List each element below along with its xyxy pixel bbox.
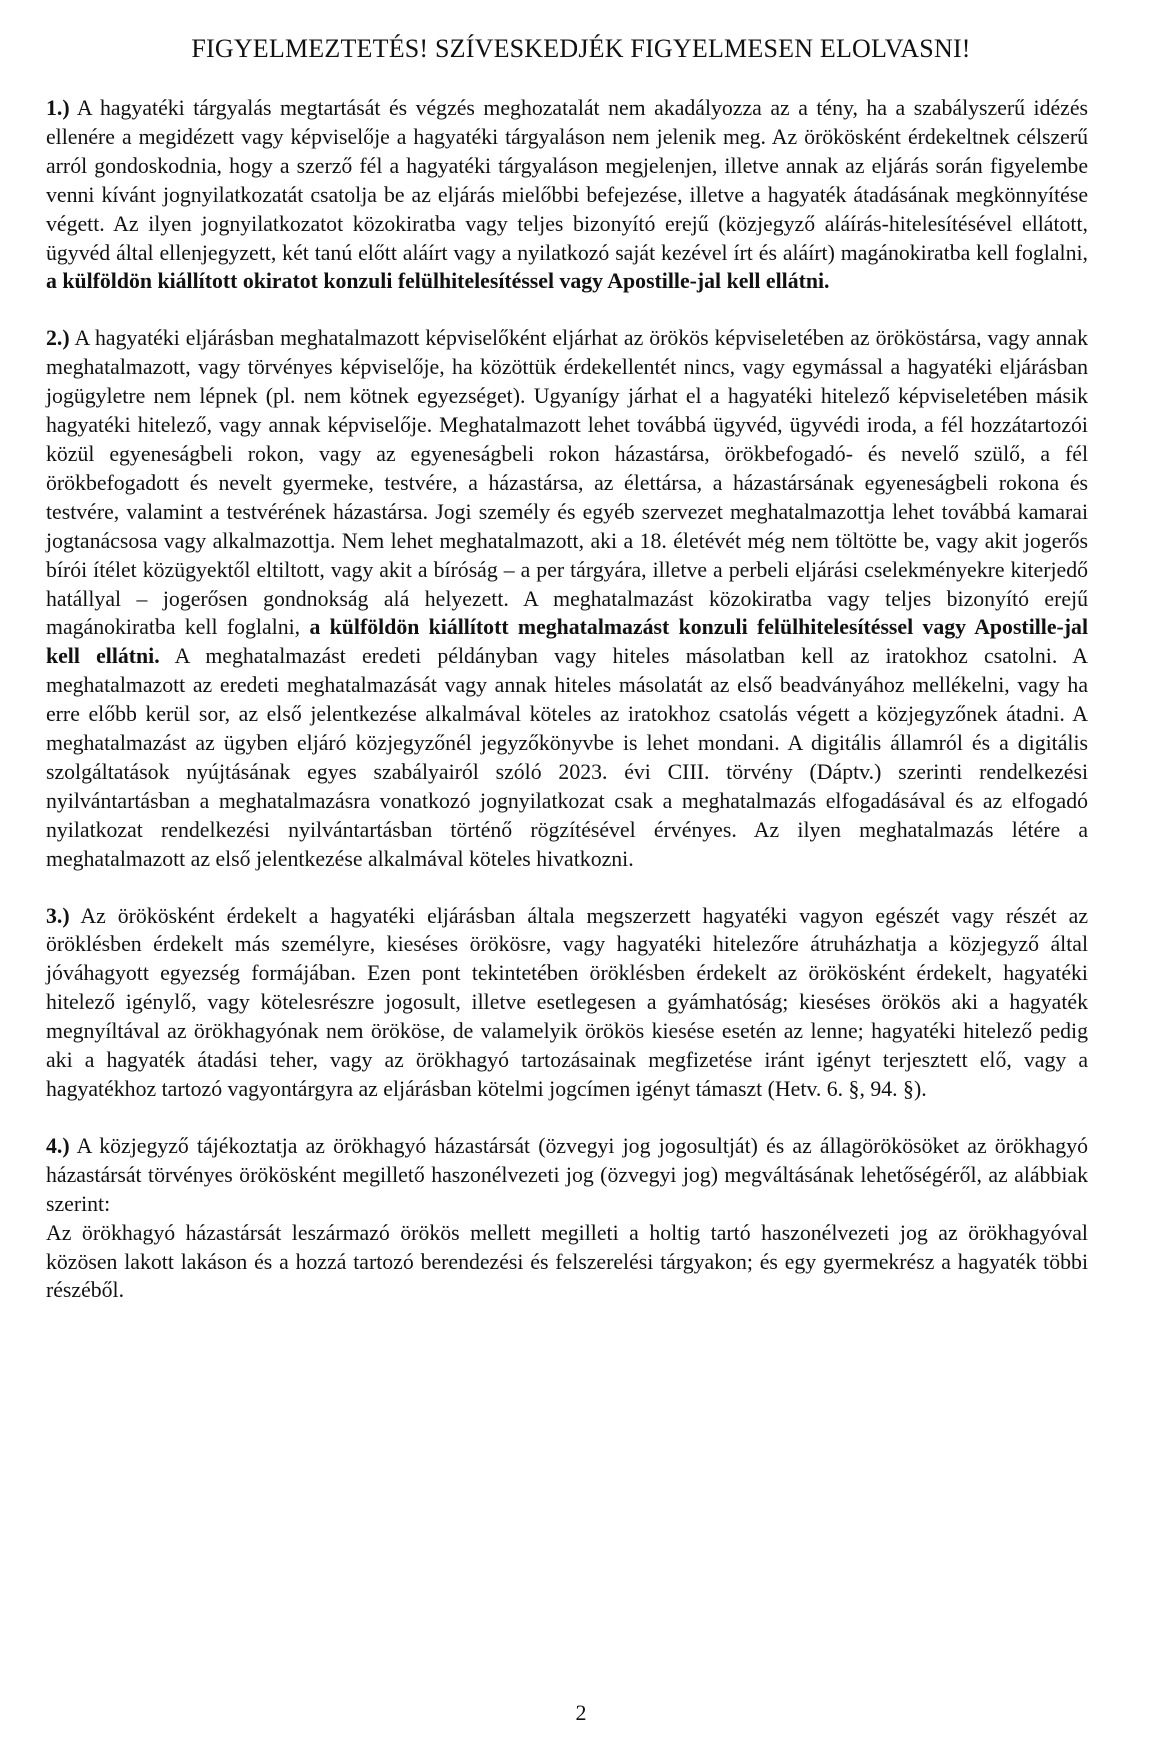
- section-number: 3.): [46, 903, 70, 928]
- section-bold-notice: a külföldön kiállított okiratot konzuli felülhitelesítéssel vagy Apostille-jal kell ellátni.: [46, 269, 830, 294]
- section-text-after: A meghatalmazást eredeti példányban vagy hiteles másolatban kell az iratokhoz csatolni. A meghatalmazott az eredeti meghatalmazását vagy annak hiteles másolatát az első beadványához mellékelni, vagy ha erre előbb kerül sor, az első jelentkezése alkalmával köteles az iratokhoz csatolás végett a közjegyzőnek átadni. A meghatalmazást az ügyben eljáró közjegyzőnél jegyzőkönyvbe is lehet mondani. A digitális államról és a digitális szolgáltatások nyújtásának egyes szabályairól szóló 2023. évi CIII. törvény (Dáptv.) szerinti rendelkezési nyilvántartásban a meghatalmazásra vonatkozó jognyilatkozat csak a meghatalmazás elfogadásával és az elfogadó nyilatkozat rendelkezési nyilvántartásban történő rögzítésével érvényes. Az ilyen meghatalmazás létére a meghatalmazott az első jelentkezése alkalmával köteles hivatkozni.: [46, 644, 1089, 871]
- document-body: [46, 94, 1088, 1305]
- section-3: [46, 902, 1088, 1104]
- section-bold-notice: a külföldön kiállított meghatalmazást konzuli felülhitelesítéssel vagy Apostille-jal kell ellátni.: [46, 615, 1089, 669]
- page-title: FIGYELMEZTETÉS! SZÍVESKEDJÉK FIGYELMESEN ELOLVASNI!: [191, 34, 971, 63]
- section-4: [46, 1132, 1088, 1219]
- section-text: Az örökösként érdekelt a hagyatéki eljárásban általa megszerzett hagyatéki vagyon egészét vagy részét az öröklésben érdekelt más személyre, kieséses örökösre, vagy hagyatéki hitelezőre átruházhatja a közjegyző által jóváhagyott egyezség formájában. Ezen pont tekintetében öröklésben érdekelt az örökösként érdekelt, hagyatéki hitelező igénylő, vagy kötelesrészre jogosult, illetve esetlegesen a gyámhatóság; kieséses örökös aki a hagyaték megnyíltával az örökhagyónak nem örököse, de valamelyik örökös kiesése esetén az lenne; hagyatéki hitelező pedig aki a hagyaték átadási teher, vagy az örökhagyó tartozásainak megfizetése iránt igényt terjesztett elő, vagy a hagyatékhoz tartozó vagyontárgyra az eljárásban kötelmi jogcímen igényt támaszt (Hetv. 6. §, 94. §).: [46, 903, 1088, 1101]
- section-number: 1.): [46, 96, 70, 120]
- section-4-continuation: Az örökhagyó házastársát leszármazó örökös mellett megilleti a holtig tartó haszonélvezeti jog az örökhagyóval közösen lakott lakáson és a hozzá tartozó berendezési és felszerelési tárgyakon; és egy gyermekrész a hagyaték többi részéből.: [46, 1220, 1088, 1303]
- page-number: 2: [575, 1700, 587, 1725]
- section-text: A hagyatéki tárgyalás megtartását és végzés meghozatalát nem akadályozza az a tény, ha a szabályszerű idézés ellenére a megidézett vagy képviselője a hagyatéki tárgyaláson nem jelenik meg. Az örökösként érdekeltnek célszerű arról gondoskodnia, hogy a szerző fél a hagyatéki tárgyaláson megjelenjen, illetve annak az eljárás során figyelembe venni kívánt jognyilatkozatát csatolja be az eljárás mielőbbi befejezése, illetve a hagyaték átadásának megkönnyítése végett. Az ilyen jognyilatkozatot közokiratba vagy teljes bizonyító erejű (közjegyző aláírás-hitelesítésével ellátott, ügyvéd által ellenjegyzett, két tanú előtt aláírt vagy a nyilatkozó saját kezével írt és aláírt) magánokiratba kell foglalni,: [46, 96, 1088, 265]
- section-number: 4.): [46, 1133, 70, 1158]
- section-2: [46, 324, 1088, 873]
- section-1: [46, 94, 1088, 296]
- section-text: A hagyatéki eljárásban meghatalmazott képviselőként eljárhat az örökös képviseletében az örököstársa, vagy annak meghatalmazott, vagy törvényes képviselője, ha közöttük érdekellentét nincs, vagy egymással a hagyatéki eljárásban jogügyletre nem lépnek (pl. nem kötnek egyezséget). Ugyanígy járhat el a hagyatéki hitelező képviseletében másik hagyatéki hitelező, vagy annak képviselője. Meghatalmazott lehet továbbá ügyvéd, ügyvédi iroda, a fél hozzátartozói közül egyeneságbeli rokon, vagy az egyeneságbeli rokon házastársa, örökbefogadó- és nevelő szülő, a fél örökbefogadott és nevelt gyermeke, testvére, a házastársa, az élettársa, a házastársának egyeneságbeli rokona és testvére, valamint a testvérének házastársa. Jogi személy és egyéb szervezet meghatalmazottja lehet továbbá kamarai jogtanácsosa vagy alkalmazottja. Nem lehet meghatalmazott, aki a 18. életévét még nem töltötte be, vagy akit jogerős bírói ítélet közügyektől eltiltott, vagy akit a bíróság – a per tárgyára, illetve a perbeli eljárási cselekményekre kiterjedő hatállyal – jogerősen gondnokság alá helyezett. A meghatalmazást közokiratba vagy teljes bizonyító erejű magánokiratba kell foglalni,: [46, 326, 1089, 640]
- section-text: A közjegyző tájékoztatja az örökhagyó házastársát (özvegyi jog jogosultját) és az állagörökösöket az örökhagyó házastársát törvényes örökösként megillető haszonélvezeti jog (özvegyi jog) megváltásának lehetőségéről, az alábbiak szerint:: [46, 1133, 1088, 1216]
- section-number: 2.): [46, 326, 70, 351]
